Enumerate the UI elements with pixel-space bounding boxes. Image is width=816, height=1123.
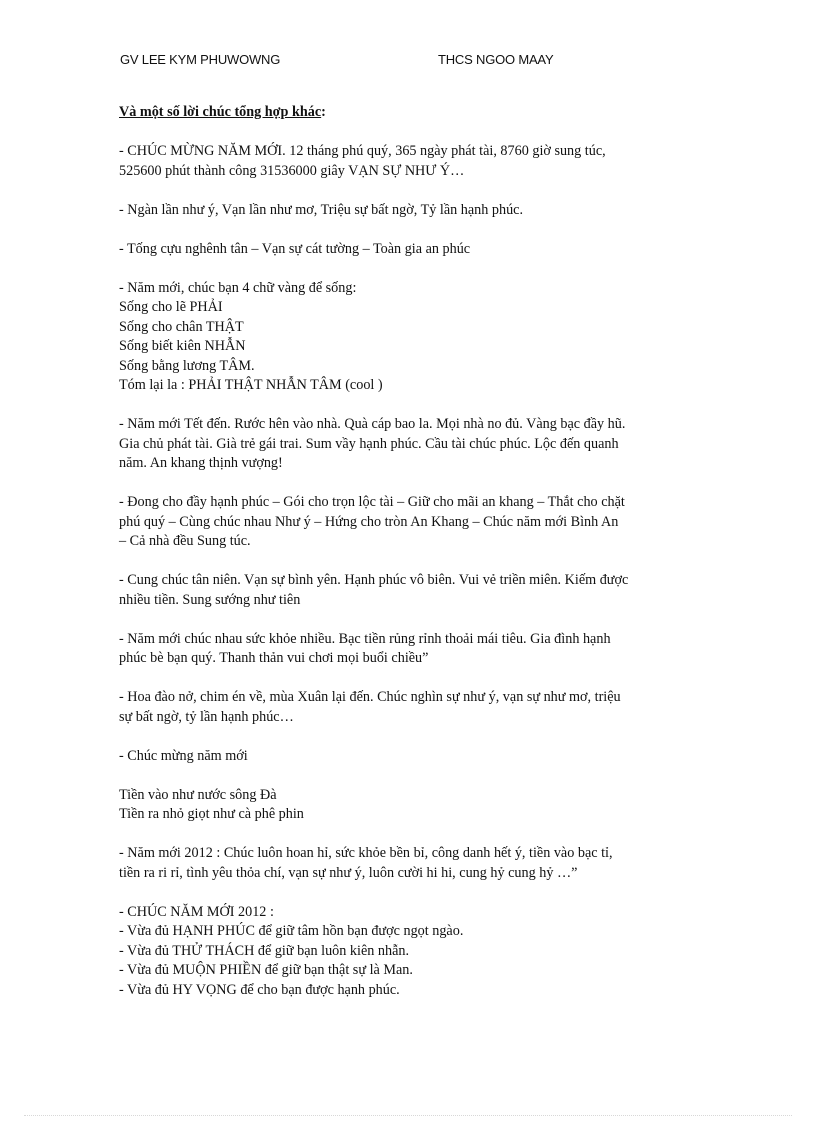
page-header <box>0 52 816 72</box>
paragraph-4 <box>119 279 709 396</box>
paragraph-5 <box>119 415 709 474</box>
paragraph-line: – Cả nhà đều Sung túc. <box>119 533 251 549</box>
paragraph-line: Sống bằng lương TÂM. <box>119 357 255 374</box>
paragraph-line: nhiều tiền. Sung sướng như tiên <box>119 591 301 608</box>
paragraph-line: Sống cho lẽ PHẢI <box>119 299 223 315</box>
paragraph-line: Sống biết kiên NHẪN <box>119 338 246 354</box>
paragraph-line: tiền ra ri rỉ, tình yêu thỏa chí, vạn sự như ý, luôn cười hi hi, cung hỷ cung hỷ …” <box>119 864 578 881</box>
paragraph-line: sự bất ngờ, tỷ lần hạnh phúc… <box>119 708 294 725</box>
section-heading-text: Và một số lời chúc tổng hợp khác <box>119 104 322 120</box>
paragraph-3 <box>119 240 709 260</box>
paragraph-7 <box>119 571 709 610</box>
paragraph-line: - Đong cho đầy hạnh phúc – Gói cho trọn lộc tài – Giữ cho mãi an khang – Thắt cho chặt <box>119 494 625 510</box>
paragraph-line: năm. An khang thịnh vượng! <box>119 455 283 471</box>
paragraph-line: - Năm mới, chúc bạn 4 chữ vàng để sống: <box>119 279 357 296</box>
paragraph-8 <box>119 630 709 669</box>
paragraph-line: - Cung chúc tân niên. Vạn sự bình yên. Hạnh phúc vô biên. Vui vẻ triền miên. Kiếm được <box>119 572 629 588</box>
section-heading-colon: : <box>321 104 326 120</box>
paragraph-1 <box>119 142 709 181</box>
paragraph-line: - Chúc mừng năm mới <box>119 747 248 764</box>
paragraph-line: Gia chủ phát tài. Già trẻ gái trai. Sum vầy hạnh phúc. Cầu tài chúc phúc. Lộc đến quanh <box>119 435 619 452</box>
paragraph-line: - Vừa đủ THỬ THÁCH để giữ bạn luôn kiên nhẫn. <box>119 942 410 959</box>
section-heading <box>119 103 709 123</box>
paragraph-line: - Năm mới 2012 : Chúc luôn hoan hỉ, sức khỏe bền bỉ, công danh hết ý, tiền vào bạc tỉ, <box>119 845 613 861</box>
paragraph-9 <box>119 688 709 727</box>
paragraph-line: - Năm mới chúc nhau sức khỏe nhiều. Bạc tiền rủng rỉnh thoải mái tiêu. Gia đình hạnh <box>119 630 611 647</box>
paragraph-line: - CHÚC MỪNG NĂM MỚI. 12 tháng phú quý, 365 ngày phát tài, 8760 giờ sung túc, <box>119 143 606 159</box>
paragraph-line: - Vừa đủ MUỘN PHIỀN để giữ bạn thật sự là Man. <box>119 962 413 978</box>
paragraph-line: Sống cho chân THẬT <box>119 318 244 335</box>
page-bottom-divider <box>24 1115 792 1116</box>
paragraph-line: Tiền ra nhỏ giọt như cà phê phin <box>119 806 304 822</box>
paragraph-line: - Năm mới Tết đến. Rước hên vào nhà. Quà cáp bao la. Mọi nhà no đủ. Vàng bạc đầy hũ. <box>119 416 626 432</box>
paragraph-line: phúc bè bạn quý. Thanh thản vui chơi mọi buổi chiều” <box>119 650 429 666</box>
paragraph-12 <box>119 844 709 883</box>
header-teacher-name: GV LEE KYM PHUWOWNG <box>120 52 281 67</box>
paragraph-line: - Vừa đủ HY VỌNG để cho bạn được hạnh phúc. <box>119 981 400 998</box>
paragraph-2 <box>119 201 709 221</box>
paragraph-line: - CHÚC NĂM MỚI 2012 : <box>119 903 274 920</box>
paragraph-6 <box>119 493 709 552</box>
paragraph-line: Tóm lại la : PHẢI THẬT NHẪN TÂM (cool ) <box>119 377 383 393</box>
paragraph-line: Tiền vào như nước sông Đà <box>119 786 277 803</box>
paragraph-line: - Ngàn lần như ý, Vạn lần như mơ, Triệu sự bất ngờ, Tỷ lần hạnh phúc. <box>119 201 524 218</box>
paragraph-line: - Hoa đào nở, chim én về, mùa Xuân lại đến. Chúc nghìn sự như ý, vạn sự như mơ, triệu <box>119 689 621 705</box>
paragraph-11 <box>119 786 709 825</box>
header-school-name: THCS NGOO MAAY <box>438 52 554 67</box>
paragraph-10 <box>119 747 709 767</box>
paragraph-line: - Tống cựu nghênh tân – Vạn sự cát tường – Toàn gia an phúc <box>119 240 471 257</box>
paragraph-line: phú quý – Cùng chúc nhau Như ý – Hứng cho tròn An Khang – Chúc năm mới Bình An <box>119 513 619 530</box>
paragraph-line: - Vừa đủ HẠNH PHÚC để giữ tâm hồn bạn được ngọt ngào. <box>119 923 464 939</box>
paragraph-13 <box>119 903 709 1001</box>
document-body <box>119 103 709 1020</box>
paragraph-line: 525600 phút thành công 31536000 giây VẠN SỰ NHƯ Ý… <box>119 162 465 179</box>
